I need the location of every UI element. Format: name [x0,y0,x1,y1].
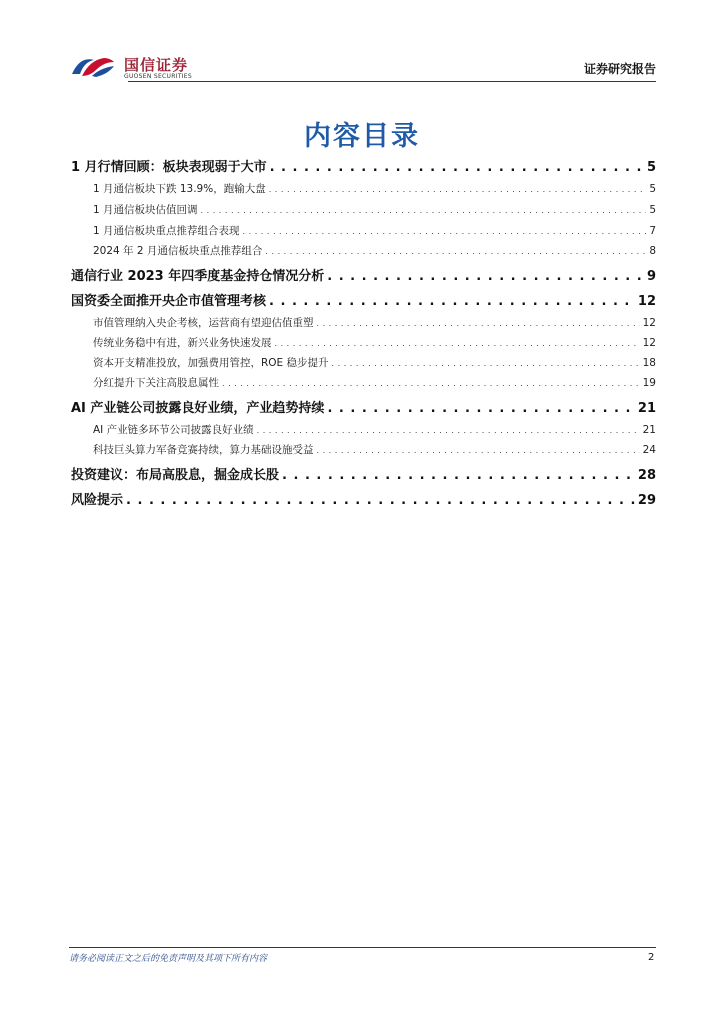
toc-entry[interactable] [93,202,656,217]
toc-entry-title: 2024 年 2 月通信板块重点推荐组合 [93,245,263,257]
toc-entry[interactable] [71,489,656,508]
toc-leader [243,227,647,236]
toc-leader [201,206,647,215]
toc-entry[interactable] [71,290,656,309]
toc-entry[interactable] [93,422,656,437]
toc-leader [257,426,640,435]
toc-entry-title: 1 月通信板块下跌 13.9%，跑输大盘 [93,183,266,195]
guosen-logo-icon [70,54,118,80]
toc-leader [270,160,644,175]
toc-entry-title: 1 月行情回顾：板块表现弱于大市 [71,160,267,175]
toc-entry-page: 12 [642,317,656,329]
toc-leader [327,401,634,416]
toc-entry[interactable] [93,335,656,350]
toc-entry-page: 12 [642,337,656,349]
toc-entry[interactable] [93,315,656,330]
toc-leader [282,468,635,483]
company-name-cn: 国信证券 [124,56,189,74]
toc-leader [265,247,646,256]
page-header [70,48,656,84]
toc-leader [317,446,640,455]
toc-entry[interactable] [71,464,656,483]
toc-entry-page: 18 [642,357,656,369]
footer-disclaimer: 请务必阅读正文之后的免责声明及其项下所有内容 [69,954,268,964]
toc-entry-title: AI 产业链公司披露良好业绩，产业趋势持续 [71,401,325,416]
toc-entry-title: 国资委全面推开央企市值管理考核 [71,294,267,309]
toc-entry[interactable] [93,375,656,390]
footer-divider [69,947,656,948]
toc-title: 内容目录 [304,121,420,152]
toc-entry-page: 24 [642,444,656,456]
toc-leader [269,294,635,309]
toc-entry-page: 19 [642,377,656,389]
toc-entry-title: 资本开支精准投放，加强费用管控，ROE 稳步提升 [93,357,329,369]
toc-entry-title: 科技巨头算力军备竞赛持续，算力基础设施受益 [93,444,314,456]
toc-leader [327,269,644,284]
toc-entry-page: 7 [649,225,656,237]
toc-entry[interactable] [71,397,656,416]
toc-leader [317,319,640,328]
toc-entry-page: 8 [649,245,656,257]
toc-entry-page: 12 [637,294,656,309]
toc-leader [332,359,640,368]
header-divider [128,81,656,82]
toc-entry-title: 1 月通信板块重点推荐组合表现 [93,225,240,237]
toc-entry-title: 1 月通信板块估值回调 [93,204,198,216]
page-number: 2 [648,952,655,963]
toc-entry[interactable] [93,243,656,258]
toc-entry[interactable] [71,156,656,175]
toc-entry-page: 5 [649,183,656,195]
toc-entry[interactable] [71,265,656,284]
toc-entry-page: 21 [642,424,656,436]
report-type: 证券研究报告 [583,62,656,76]
toc-entry-page: 21 [637,401,656,416]
toc-entry-page: 29 [637,493,656,508]
company-name-en: GUOSEN SECURITIES [124,73,193,80]
toc-leader [126,493,635,508]
toc-entry[interactable] [93,223,656,238]
toc-entry-title: 分红提升下关注高股息属性 [93,377,219,389]
toc-entry[interactable] [93,181,656,196]
toc-leader [269,185,647,194]
toc-entry-title: AI 产业链多环节公司披露良好业绩 [93,424,254,436]
toc-entry-page: 5 [649,204,656,216]
toc-entry-page: 5 [646,160,656,175]
toc-entry-title: 传统业务稳中有进，新兴业务快速发展 [93,337,272,349]
toc-entry-title: 投资建议：布局高股息，掘金成长股 [71,468,280,483]
toc-entry-page: 9 [646,269,656,284]
toc-entry[interactable] [93,355,656,370]
toc-leader [275,339,640,348]
toc-entry[interactable] [93,442,656,457]
toc-entry-page: 28 [637,468,656,483]
toc-entry-title: 通信行业 2023 年四季度基金持仓情况分析 [71,269,325,284]
toc-entry-title: 市值管理纳入央企考核，运营商有望迎估值重塑 [93,317,314,329]
toc-entry-title: 风险提示 [71,493,124,508]
toc-leader [222,379,640,388]
